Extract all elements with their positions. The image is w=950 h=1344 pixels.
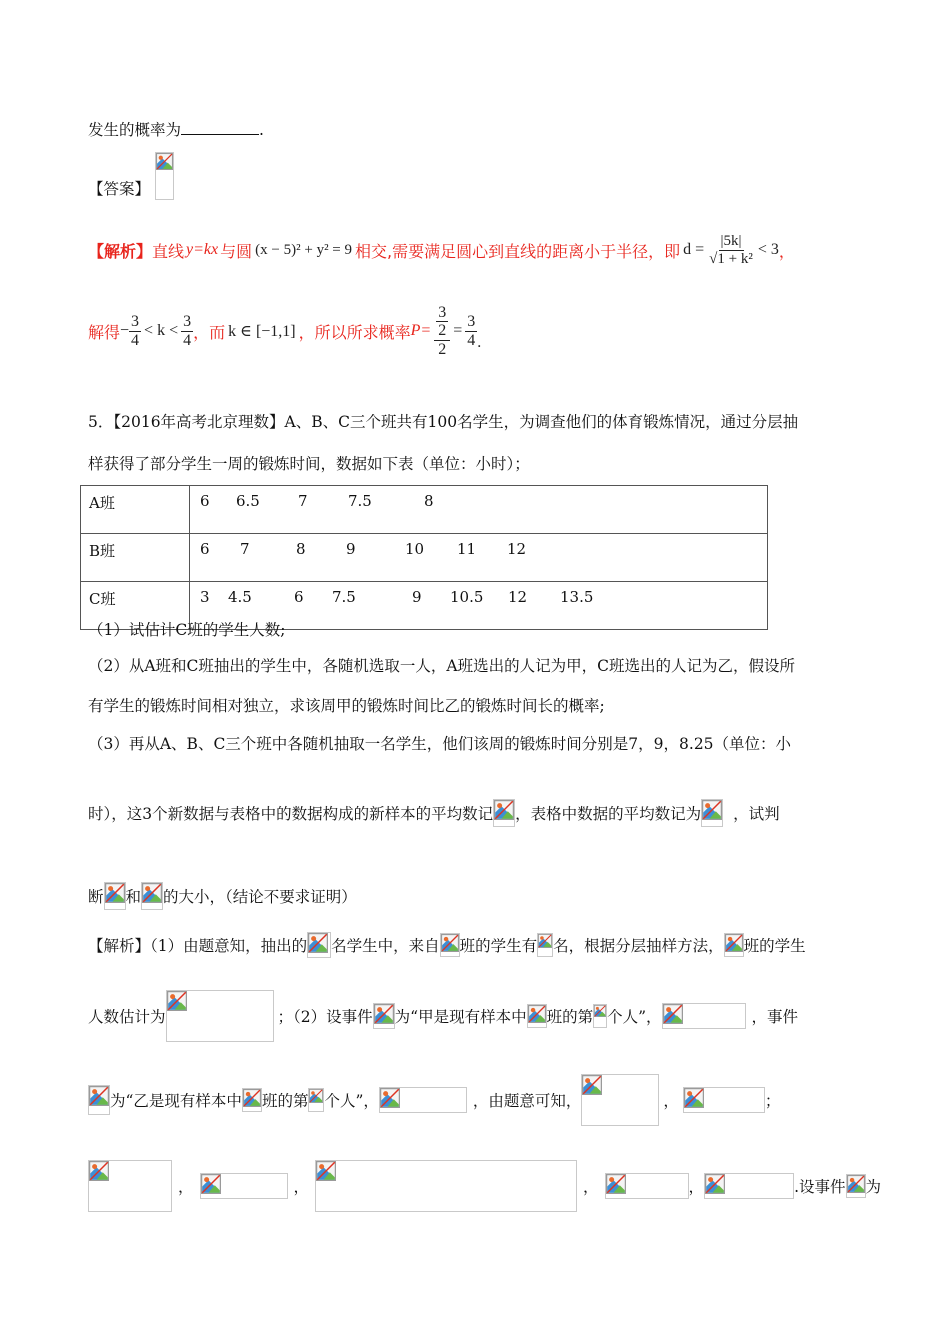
- text: 个人”，: [607, 1008, 662, 1026]
- result-fraction: [465, 313, 477, 349]
- distance-denominator: √1 + k²: [709, 250, 753, 267]
- table-cell: 3: [200, 588, 210, 606]
- comma: ，: [778, 241, 795, 261]
- formula-image-icon: [88, 1085, 110, 1115]
- text: 和: [125, 888, 142, 906]
- analysis-text-3: 相交,需要满足圆心到直线的距离小于半径，即: [355, 241, 681, 261]
- part-3-line-2: [88, 798, 780, 828]
- text: 班的第: [261, 1092, 309, 1110]
- exercise-time-table: [80, 485, 768, 630]
- k-range: k ∈ [−1,1]: [228, 323, 296, 340]
- text: 为“甲是现有样本中: [394, 1008, 527, 1026]
- table-cell: 11: [457, 540, 477, 558]
- solution-line-3: [88, 1074, 780, 1126]
- text: 人数估计为: [88, 1008, 166, 1026]
- inner-denominator: 2: [438, 322, 447, 340]
- denominator: 4: [131, 331, 140, 349]
- formula-image-icon: [537, 933, 553, 957]
- text: 【解析】（1）由题意知，抽出的: [88, 937, 308, 955]
- analysis-text-2: 与圆: [220, 241, 253, 261]
- formula-image-icon: [704, 1173, 794, 1199]
- formula-image-icon: [308, 1088, 324, 1112]
- table-cell: 8: [296, 540, 306, 558]
- intro-line: [88, 118, 264, 140]
- equals-sign: =: [453, 322, 463, 339]
- circle-equation: (x − 5)² + y² = 9: [255, 241, 353, 258]
- part-1: （1）试估计C班的学生人数;: [88, 621, 286, 639]
- fraction-3-4: [181, 313, 193, 349]
- part-3-line-3: [88, 882, 357, 910]
- compound-denominator: 2: [438, 340, 447, 358]
- text: ，: [293, 1178, 310, 1196]
- table-cell: 8: [424, 492, 434, 510]
- answer-line: [88, 152, 174, 200]
- row-values-a: [190, 486, 768, 534]
- formula-image-icon: [373, 1003, 395, 1029]
- numerator: 3: [467, 312, 476, 330]
- text: 的大小，（结论不要求证明）: [163, 888, 357, 906]
- row-label-a: A班: [81, 486, 190, 534]
- compound-fraction: [434, 304, 450, 359]
- formula-image-icon: [307, 932, 331, 958]
- while-text: ，而: [193, 322, 226, 342]
- question-5-line-1: 5．【2016年高考北京理数】A、B、C三个班共有100名学生，为调查他们的体育锻炼情况，通过分层抽: [88, 413, 799, 431]
- text: 断: [88, 888, 104, 906]
- formula-image-icon: [379, 1087, 467, 1113]
- denominator: 4: [467, 331, 476, 349]
- answer-image-icon: [155, 152, 174, 200]
- formula-image-icon: [88, 1160, 172, 1212]
- distance-suffix: < 3: [757, 241, 779, 258]
- inner-numerator: 3: [438, 303, 447, 321]
- distance-numerator: |5k|: [720, 233, 742, 249]
- text: ，: [178, 1178, 194, 1196]
- question-5-line-2: 样获得了部分学生一周的锻炼时间，数据如下表（单位：小时）；: [88, 455, 530, 473]
- table-row: [81, 486, 768, 534]
- period: .: [259, 121, 264, 139]
- distance-prefix: d =: [683, 241, 705, 258]
- text: 时），这3个新数据与表格中的数据构成的新样本的平均数记: [88, 805, 494, 823]
- table-cell: 7: [240, 540, 250, 558]
- table-cell: 6.5: [236, 492, 260, 510]
- table-cell: 7.5: [348, 492, 372, 510]
- inequality: < k <: [144, 322, 179, 339]
- text: ，: [583, 1178, 599, 1196]
- table-cell: 9: [346, 540, 356, 558]
- text: ，由题意可知，: [472, 1092, 582, 1110]
- table-cell: 7: [298, 492, 308, 510]
- formula-image-icon: [846, 1174, 866, 1198]
- analysis-line-2: [88, 298, 481, 364]
- solution-line-4: [88, 1160, 881, 1212]
- formula-image-icon: [166, 990, 274, 1042]
- text: 班的学生有: [459, 937, 538, 955]
- solve-text: 解得: [88, 322, 121, 342]
- text: 班的学生: [743, 937, 806, 955]
- formula-image-icon: [242, 1088, 262, 1112]
- formula-image-icon: [724, 933, 744, 957]
- analysis-line-1: [88, 226, 795, 274]
- compound-numerator: [434, 304, 450, 341]
- analysis-text-1: 直线: [152, 241, 185, 261]
- text: 名学生中，来自: [331, 937, 440, 955]
- intro-text: 发生的概率为: [88, 121, 182, 139]
- table-cell: 12: [507, 540, 527, 558]
- formula-image-icon: [527, 1004, 547, 1028]
- formula-image-icon: [315, 1160, 577, 1212]
- denominator: 4: [183, 331, 192, 349]
- part-2-line-1: （2）从A班和C班抽出的学生中，各随机选取一人，A班选出的人记为甲，C班选出的人记为乙，假设所: [88, 657, 795, 675]
- distance-fraction: [707, 233, 755, 267]
- numerator: 3: [131, 312, 140, 330]
- table-cell: 9: [412, 588, 422, 606]
- text: ，: [688, 1178, 705, 1196]
- answer-label: 【答案】: [88, 180, 151, 198]
- numerator: 3: [183, 312, 192, 330]
- table-cell: 6: [200, 492, 210, 510]
- text: ；（2）设事件: [277, 1008, 373, 1026]
- formula-image-icon: [662, 1003, 746, 1029]
- formula-image-icon: [683, 1087, 765, 1113]
- row-values-b: [190, 534, 768, 582]
- part-2-line-2: 有学生的锻炼时间相对独立，求该周甲的锻炼时间比乙的锻炼时间长的概率;: [88, 697, 605, 715]
- formula-image-icon: [581, 1074, 659, 1126]
- table-cell: 6: [294, 588, 304, 606]
- text: ，试判: [733, 805, 780, 823]
- table-cell: 4.5: [228, 588, 252, 606]
- answer-blank: [181, 120, 259, 135]
- text: ，: [663, 1092, 679, 1110]
- formula-image-icon: [440, 933, 460, 957]
- text: 班的第: [546, 1008, 594, 1026]
- dot: .: [477, 334, 482, 351]
- mean-new-image-icon: [104, 882, 126, 910]
- row-label-c: C班: [81, 582, 190, 630]
- table-cell: 10: [405, 540, 425, 558]
- part-3-line-1: （3）再从A、B、C三个班中各随机抽取一名学生，他们该周的锻炼时间分别是7，9，8.25（单位：小: [88, 735, 792, 753]
- analysis-tag: 【解析】: [88, 241, 153, 261]
- table-cell: 10.5: [450, 588, 484, 606]
- fraction-neg-3-4: [129, 313, 141, 349]
- text: 为“乙是现有样本中: [110, 1092, 242, 1110]
- line-equation: y=kx: [186, 241, 219, 258]
- table-cell: 13.5: [560, 588, 594, 606]
- row-label-b: B班: [81, 534, 190, 582]
- probability-text: ，所以所求概率: [298, 322, 411, 342]
- text: 个人”，: [324, 1092, 379, 1110]
- table-cell: 6: [200, 540, 210, 558]
- text: .设事件: [794, 1178, 846, 1196]
- text: 名，根据分层抽样方法，: [553, 937, 724, 955]
- mean-table-image-icon: [141, 882, 163, 910]
- solution-line-1: [88, 932, 806, 958]
- neg-sign: −: [120, 322, 130, 339]
- P-equals: P=: [410, 322, 432, 339]
- formula-image-icon: [200, 1173, 288, 1199]
- mean-table-image-icon: [701, 799, 723, 827]
- solution-line-2: [88, 990, 798, 1042]
- text: 为: [865, 1178, 882, 1196]
- formula-image-icon: [605, 1173, 689, 1199]
- table-row: [81, 534, 768, 582]
- text: ，事件: [751, 1008, 799, 1026]
- mean-new-image-icon: [493, 799, 515, 827]
- table-cell: 12: [508, 588, 528, 606]
- text: ；: [764, 1092, 781, 1110]
- text: ，表格中数据的平均数记为: [515, 805, 702, 823]
- formula-image-icon: [593, 1004, 607, 1028]
- table-cell: 7.5: [332, 588, 356, 606]
